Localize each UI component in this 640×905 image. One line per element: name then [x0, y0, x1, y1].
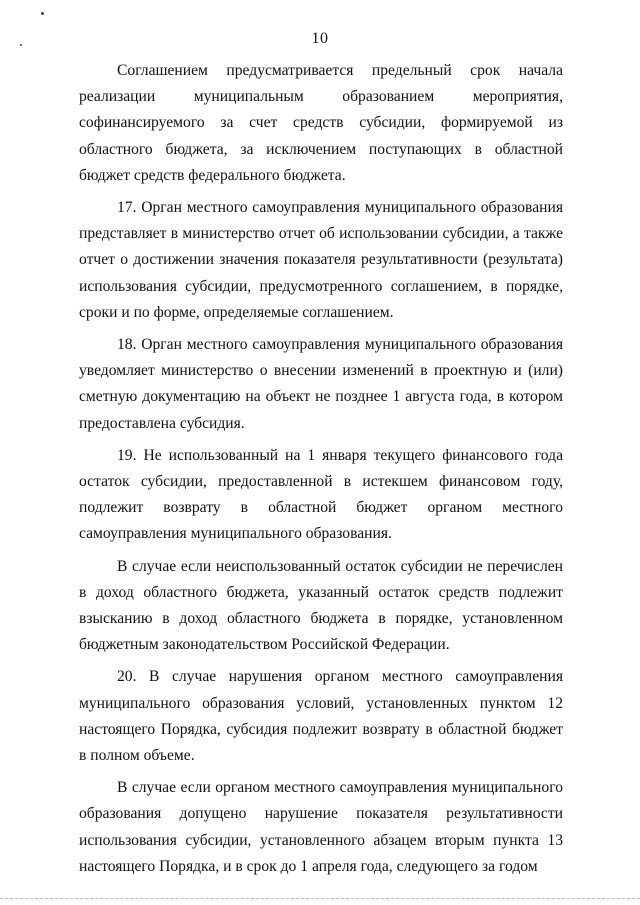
paragraph-18: 18. Орган местного самоуправления муниципального образования уведомляет министерство о внесении изменений в проектную и (или) сметную документацию на объект не позднее 1 августа года, в котором предоставлена субсидия.	[79, 336, 563, 432]
document-body	[79, 58, 563, 886]
paragraph-20: 20. В случае нарушения органом местного самоуправления муниципального образования условий, установленных пунктом 12 настоящего Порядка, субсидия подлежит возврату в областной бюджет в полном объеме.	[79, 668, 563, 765]
paragraph-17: 17. Орган местного самоуправления муниципального образования представляет в министерство отчет об использовании субсидии, а также отчет о достижении значения показателя результативности (результата) использования субсидии, предусмотренного соглашением, в порядке, сроки и по форме, определяемые соглашением.	[79, 199, 563, 321]
paragraph-19-second: В случае если неиспользованный остаток субсидии не перечислен в доход областного бюджета, указанный остаток средств подлежит взысканию в доход областного бюджета в порядке, установленном бюджетным законодательством Российской Федерации.	[79, 557, 563, 654]
scan-speck	[41, 12, 44, 15]
paragraph-continuation: Соглашением предусматривается предельный срок начала реализации муниципальным образованием мероприятия, софинансируемого за счет средств субсидии, формируемой из областного бюджета, за исключением поступающих в областной бюджет средств федерального бюджета.	[79, 62, 563, 184]
page-number: 10	[311, 30, 329, 47]
scan-edge-line	[0, 898, 640, 899]
paragraph-19: 19. Не использованный на 1 января текущего финансового года остаток субсидии, предоставленной в истекшем финансовом году, подлежит возврату в областной бюджет органом местного самоуправления муниципального образования.	[79, 446, 563, 543]
paragraph-20-second: В случае если органом местного самоуправления муниципального образования допущено нарушение показателя результативности использования субсидии, установленного абзацем вторым пункта 13 настоящего Порядка, и в срок до 1 апреля года, следующего за годом	[79, 779, 563, 875]
